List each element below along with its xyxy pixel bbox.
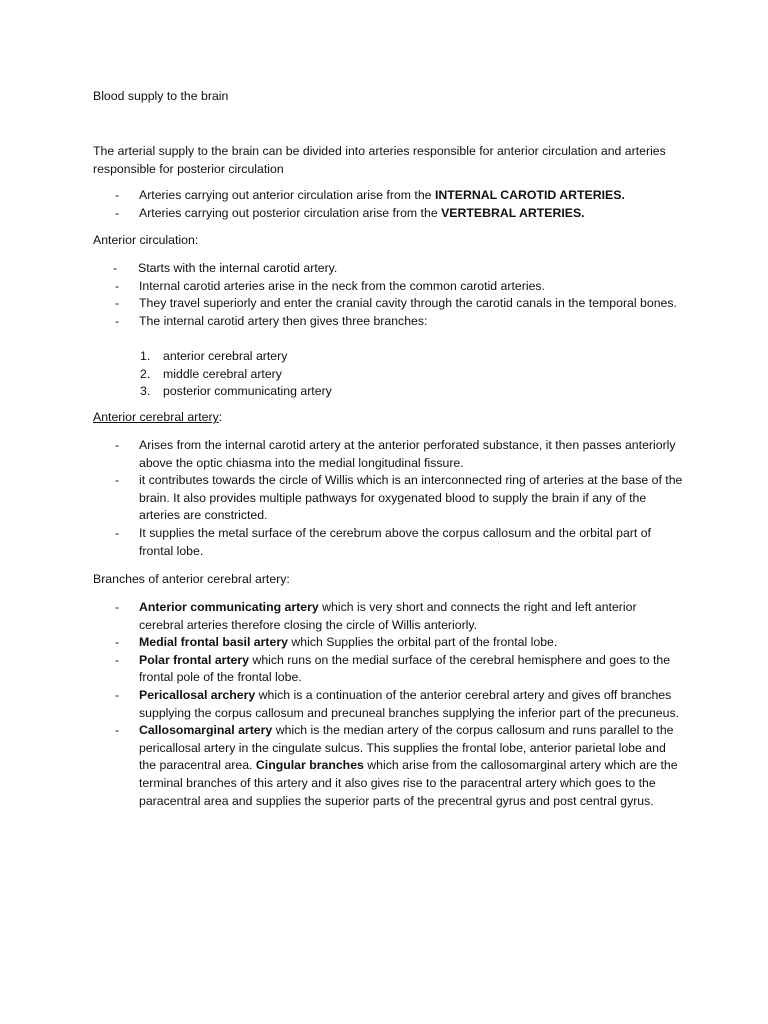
anterior-cerebral-artery-list <box>93 437 683 560</box>
bullet-text: Arteries carrying out anterior circulation arise from the <box>139 188 435 202</box>
bullet-text: which runs on the medial surface of the cerebral hemisphere and goes to the frontal pole of the frontal lobe. <box>139 652 671 685</box>
list-item <box>93 599 683 634</box>
document-title: Blood supply to the brain <box>93 89 229 103</box>
list-item <box>93 652 683 687</box>
list-item <box>93 295 683 313</box>
list-item-text: posterior communicating artery <box>163 384 332 399</box>
bullet-dash: - <box>115 600 120 614</box>
bullet-dash: - <box>115 296 120 311</box>
list-number: 1. <box>140 349 151 363</box>
bullet-dash: - <box>113 261 118 275</box>
list-item <box>93 525 683 560</box>
branches-heading: Branches of anterior cerebral artery: <box>93 572 290 586</box>
list-item-text: middle cerebral artery <box>163 366 282 381</box>
list-item <box>93 722 683 810</box>
intro-bullet-list <box>93 187 683 222</box>
list-number: 2. <box>140 366 151 381</box>
artery-name: Pericallosal archery <box>139 687 256 702</box>
bullet-dash: - <box>115 188 120 202</box>
list-number: 3. <box>140 384 151 399</box>
bullet-dash: - <box>115 205 120 220</box>
bullet-dash: - <box>115 278 120 293</box>
intro-paragraph: The arterial supply to the brain can be divided into arteries responsible for anterior circulation and arteries responsible for posterior circulation <box>93 144 666 176</box>
bullet-text: which is a continuation of the anterior cerebral artery and gives off branches supplying the corpus callosum and precuneal branches supplying the inferior part of the precuneus. <box>139 687 680 720</box>
bullet-dash: - <box>115 652 120 667</box>
list-item <box>93 187 683 205</box>
bullet-text: Arteries carrying out posterior circulation arise from the <box>139 205 442 220</box>
list-item <box>93 383 683 401</box>
artery-name: Medial frontal basil artery <box>139 635 288 650</box>
bullet-text: which is the median artery of the corpus callosum and runs parallel to the pericallosal artery in the cingulate sulcus. This supplies the frontal lobe, anterior parietal lobe and the paracentral area. <box>139 723 674 773</box>
bullet-text: Arises from the internal carotid artery at the anterior perforated substance, it then passes anteriorly above the optic chiasma into the medial longitudinal fissure. <box>139 438 676 470</box>
list-item <box>93 313 683 331</box>
bullet-text: which Supplies the orbital part of the frontal lobe. <box>287 635 558 650</box>
bullet-text: It supplies the metal surface of the cerebrum above the corpus callosum and the orbital part of frontal lobe. <box>139 525 651 558</box>
bullet-dash: - <box>115 723 120 738</box>
bullet-dash: - <box>115 687 120 702</box>
bullet-text: which is very short and connects the right and left anterior cerebral arteries therefore closing the circle of Willis anteriorly. <box>139 600 637 632</box>
bullet-bold-text: INTERNAL CAROTID ARTERIES. <box>434 188 625 202</box>
list-item <box>93 366 683 384</box>
bullet-dash: - <box>115 525 120 540</box>
artery-name: Anterior communicating artery <box>139 600 319 614</box>
anterior-circulation-list <box>93 260 683 330</box>
list-item <box>93 437 683 472</box>
bullet-dash: - <box>115 473 120 488</box>
branches-numbered-list <box>93 348 683 401</box>
bullet-text: They travel superiorly and enter the cranial cavity through the carotid canals in the temporal bones. <box>139 296 677 311</box>
list-item <box>93 472 683 525</box>
list-item <box>93 278 683 296</box>
list-item <box>93 205 683 223</box>
bullet-dash: - <box>115 313 120 328</box>
heading-underlined-text: Anterior cerebral artery <box>93 410 219 424</box>
bullet-bold-text: VERTEBRAL ARTERIES. <box>441 205 585 220</box>
bullet-text: The internal carotid artery then gives three branches: <box>139 313 428 328</box>
artery-name: Callosomarginal artery <box>139 723 273 738</box>
bullet-dash: - <box>115 438 120 452</box>
bullet-text: Starts with the internal carotid artery. <box>138 261 338 275</box>
bullet-text: which arise from the callosomarginal artery which are the terminal branches of this artery and it also gives rise to the paracentral artery which goes to the paracentral area and supplies the superior parts of the precentral gyrus and post central gyrus. <box>139 758 678 808</box>
list-item <box>93 348 683 366</box>
heading-colon: : <box>218 410 223 424</box>
artery-name: Cingular branches <box>255 758 364 773</box>
list-item <box>93 634 683 652</box>
list-item <box>93 260 683 278</box>
list-item-text: anterior cerebral artery <box>163 349 288 363</box>
bullet-text: it contributes towards the circle of Willis which is an interconnected ring of arteries at the base of the brain. It also provides multiple pathways for oxygenated blood to supply the brain if any of the arteries are constricted. <box>139 473 683 523</box>
anterior-cerebral-artery-heading <box>93 409 222 427</box>
artery-name: Polar frontal artery <box>139 652 250 667</box>
bullet-dash: - <box>115 635 120 650</box>
branches-list <box>93 599 683 810</box>
bullet-text: Internal carotid arteries arise in the neck from the common carotid arteries. <box>139 278 545 293</box>
list-item <box>93 687 683 722</box>
anterior-circulation-heading: Anterior circulation: <box>93 233 199 247</box>
